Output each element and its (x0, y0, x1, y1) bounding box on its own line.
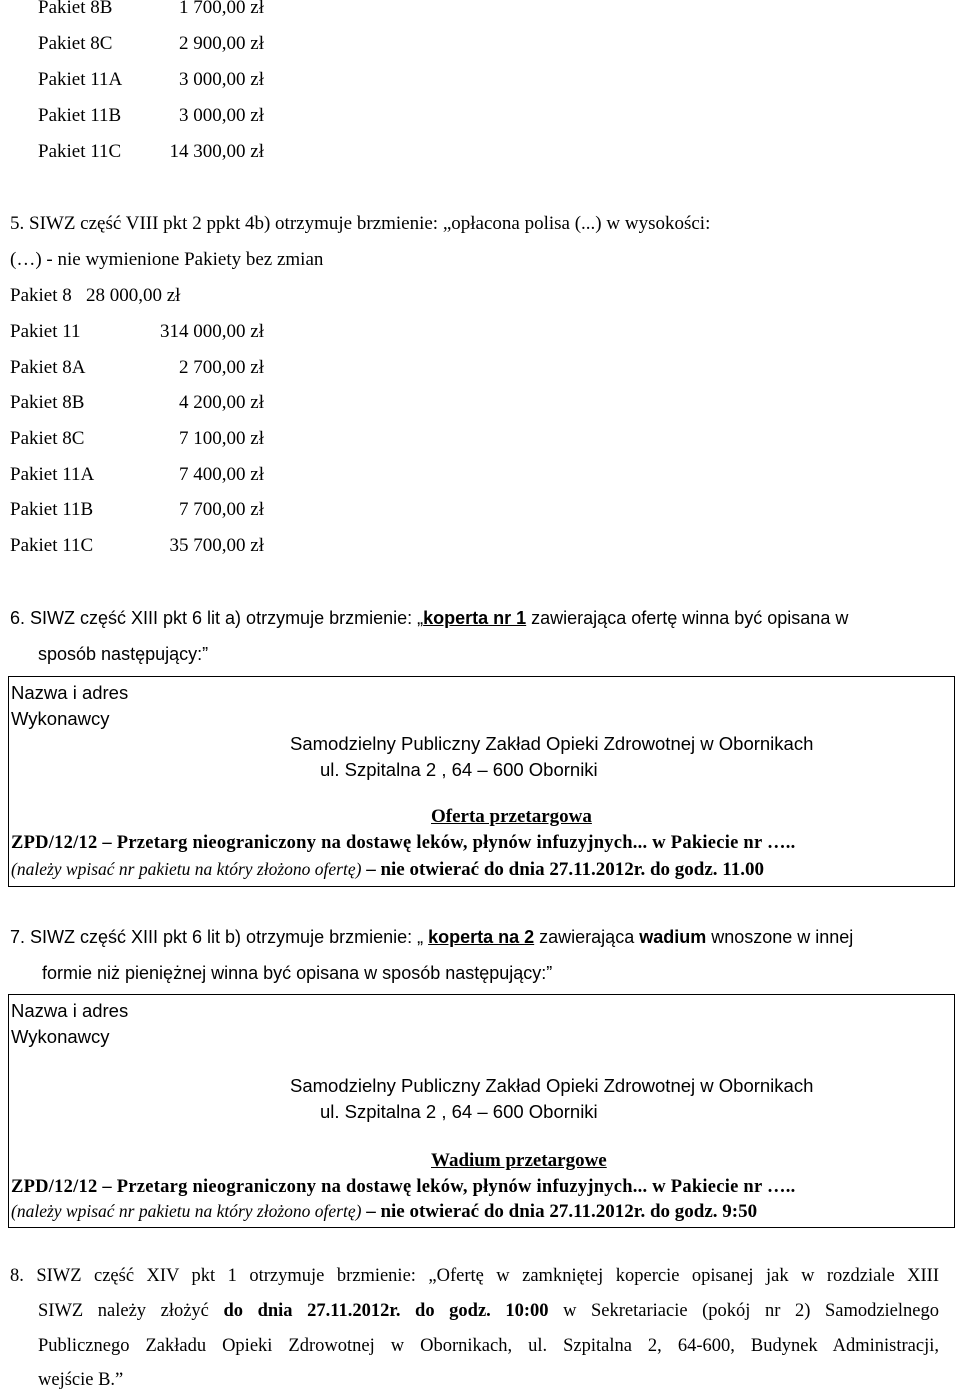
contractor-label: Nazwa i adres (11, 682, 129, 703)
item-5-text: 5. SIWZ część VIII pkt 2 ppkt 4b) otrzymuje brzmienie: „opłacona polisa (...) w wysokości: (10, 213, 711, 234)
contractor-label: Nazwa i adres (11, 1000, 129, 1021)
item-6-text (10, 607, 848, 629)
item-7-prefix: 7. SIWZ część XIII pkt 6 lit b) otrzymuje brzmienie: „ (10, 927, 429, 947)
list-item-name: Pakiet 8B (38, 0, 113, 18)
organization-address: ul. Szpitalna 2 , 64 – 600 Oborniki (320, 759, 598, 780)
envelope-label-box-1 (8, 676, 955, 887)
item-8-line-1: 8. SIWZ część XIV pkt 1 otrzymuje brzmienie: „Ofertę w zamkniętej kopercie opisanej jak w rozdziale XIII (10, 1266, 939, 1286)
box-heading: Wadium przetargowe (431, 1150, 607, 1171)
item-8-line-4: wejście B.” (38, 1370, 124, 1390)
list-item-name: Pakiet 11B (38, 105, 122, 126)
item-7-envelope: koperta na 2 (428, 927, 535, 947)
item-6-line-2: sposób następujący:” (38, 644, 209, 664)
item-8-line-2 (38, 1300, 939, 1322)
list-item-name: Pakiet 11C (10, 535, 94, 556)
list-item-amount: 7 100,00 zł (179, 428, 264, 449)
list-item-amount: 35 700,00 zł (169, 535, 264, 556)
item-8-deadline: do dnia 27.11.2012r. do godz. 10:00 (223, 1301, 549, 1321)
item-7-wadium: wadium (639, 927, 707, 947)
item-6-prefix: 6. SIWZ część XIII pkt 6 lit a) otrzymuje brzmienie: „ (10, 608, 424, 628)
box-deadline: – nie otwierać do dnia 27.11.2012r. do godz. 11.00 (361, 859, 764, 880)
item-8-text-c: w Sekretariacie (pokój nr 2) Samodzielnego (548, 1301, 939, 1321)
list-item-amount: 1 700,00 zł (179, 0, 264, 18)
list-item-amount: 7 400,00 zł (179, 464, 264, 485)
item-7-suffix: wnoszone w innej (706, 927, 854, 947)
tender-reference: ZPD/12/12 – Przetarg nieograniczony na dostawę leków, płynów infuzyjnych... w Pakiecie nr ….. (11, 1177, 796, 1197)
item-8-line-3: Publicznego Zakładu Opieki Zdrowotnej w Obornikach, ul. Szpitalna 2, 64-600, Budynek Administracji, (38, 1336, 939, 1356)
tender-reference: ZPD/12/12 – Przetarg nieograniczony na dostawę leków, płynów infuzyjnych... w Pakiecie nr ….. (11, 833, 796, 853)
organization-address: ul. Szpitalna 2 , 64 – 600 Oborniki (320, 1101, 598, 1122)
list-item-name: Pakiet 8A (10, 357, 86, 378)
item-5-first-row: Pakiet 8 28 000,00 zł (10, 285, 181, 306)
item-8-text-a: SIWZ należy złożyć (38, 1301, 224, 1321)
list-item-name: Pakiet 11A (10, 464, 95, 485)
box-note-line (11, 858, 764, 881)
organization-name: Samodzielny Publiczny Zakład Opieki Zdrowotnej w Obornikach (290, 1075, 814, 1096)
list-item-amount: 2 700,00 zł (179, 357, 264, 378)
list-item-amount: 314 000,00 zł (160, 321, 264, 342)
envelope-label-box-2 (8, 994, 955, 1228)
list-item-name: Pakiet 11C (38, 141, 122, 162)
box-note: (należy wpisać nr pakietu na który złożono ofertę) (11, 859, 362, 879)
item-6-envelope: koperta nr 1 (423, 608, 527, 628)
contractor-label-2: Wykonawcy (11, 1026, 110, 1047)
item-6-suffix: zawierająca ofertę winna być opisana w (526, 608, 849, 628)
box-deadline: – nie otwierać do dnia 27.11.2012r. do godz. 9:50 (361, 1201, 758, 1222)
box-heading: Oferta przetargowa (431, 806, 592, 827)
box-note: (należy wpisać nr pakietu na który złożono ofertę) (11, 1201, 362, 1221)
list-item-name: Pakiet 11A (38, 69, 123, 90)
item-7-text (10, 926, 853, 948)
list-item-name: Pakiet 8C (10, 428, 85, 449)
item-7-mid: zawierająca (534, 927, 640, 947)
list-item-name: Pakiet 8B (10, 392, 85, 413)
item-5-intro: (…) - nie wymienione Pakiety bez zmian (10, 249, 324, 270)
list-item-name: Pakiet 11 (10, 321, 81, 342)
list-item-amount: 3 000,00 zł (179, 69, 264, 90)
list-item-amount: 14 300,00 zł (169, 141, 264, 162)
organization-name: Samodzielny Publiczny Zakład Opieki Zdrowotnej w Obornikach (290, 733, 814, 754)
list-item-amount: 3 000,00 zł (179, 105, 264, 126)
list-item-amount: 2 900,00 zł (179, 33, 264, 54)
list-item-name: Pakiet 8C (38, 33, 113, 54)
list-item-amount: 7 700,00 zł (179, 499, 264, 520)
list-item-amount: 4 200,00 zł (179, 392, 264, 413)
box-note-line (11, 1200, 757, 1223)
list-item-name: Pakiet 11B (10, 499, 94, 520)
item-7-line-2: formie niż pieniężnej winna być opisana w sposób następujący:” (42, 963, 553, 983)
contractor-label-2: Wykonawcy (11, 708, 110, 729)
